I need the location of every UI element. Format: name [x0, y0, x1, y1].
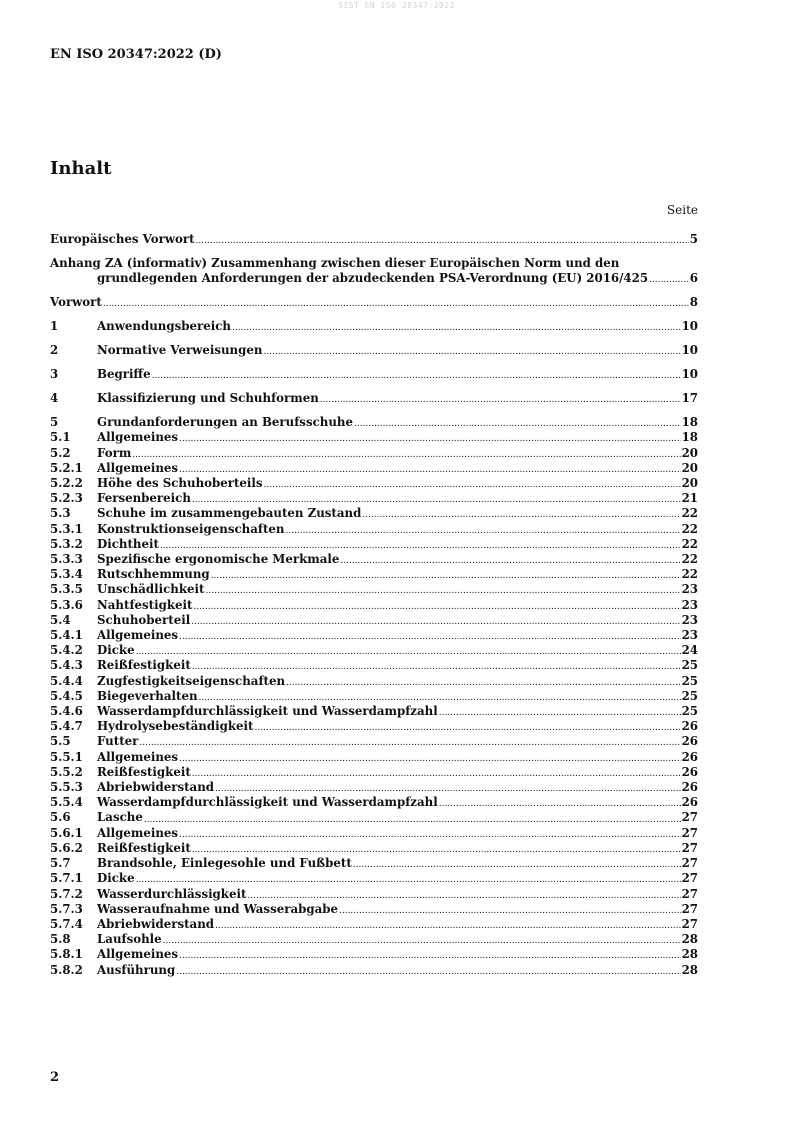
- toc-entry-page: 28: [681, 932, 698, 947]
- toc-entry-page: 22: [681, 567, 698, 582]
- toc-entry-number: 5.4.1: [50, 628, 83, 643]
- toc-entry-foreword[interactable]: [50, 295, 698, 310]
- toc-entry-page: 26: [681, 795, 698, 810]
- toc-entry-page: 25: [681, 688, 698, 703]
- toc-leader-dots: [215, 780, 681, 795]
- toc-entry[interactable]: [50, 780, 698, 795]
- toc-entry-page: 20: [681, 476, 698, 491]
- toc-entry[interactable]: [50, 343, 698, 358]
- toc-entry-page: 26: [681, 780, 698, 795]
- toc-leader-dots: [199, 689, 681, 704]
- toc-entry-title: Allgemeines: [97, 430, 179, 445]
- toc-entry-page: 18: [681, 430, 698, 445]
- toc-entry[interactable]: [50, 613, 698, 628]
- toc-entry-number: 5.4.7: [50, 719, 83, 734]
- toc-entry-title: Zugfestigkeitseigenschaften: [97, 673, 286, 688]
- toc-section-list: [50, 319, 698, 978]
- toc-leader-dots: [193, 598, 680, 613]
- toc-entry-page: 22: [681, 536, 698, 551]
- toc-entry-number: 5.8.2: [50, 962, 83, 977]
- toc-leader-dots: [196, 232, 689, 247]
- toc-entry-title: Schuhoberteil: [97, 612, 191, 627]
- toc-entry-page: 10: [681, 367, 698, 382]
- toc-leader-dots: [285, 522, 680, 537]
- toc-heading: Inhalt: [50, 158, 112, 179]
- toc-entry-title: Wasserdampfdurchlässigkeit und Wasserdampfzahl: [97, 704, 438, 719]
- document-id: EN ISO 20347:2022 (D): [50, 47, 222, 62]
- toc-entry-page: 27: [681, 810, 698, 825]
- toc-entry[interactable]: [50, 963, 698, 978]
- toc-entry-european-foreword[interactable]: [50, 232, 698, 247]
- toc-entry[interactable]: [50, 391, 698, 406]
- toc-entry-page: 5: [689, 232, 698, 246]
- toc-entry-page: 27: [681, 886, 698, 901]
- toc-entry-number: 5.2.3: [50, 491, 83, 506]
- toc-entry-number: 5.7.2: [50, 886, 83, 901]
- toc-entry-page: 6: [689, 271, 698, 286]
- toc-leader-dots: [354, 415, 681, 430]
- toc-entry-title: Allgemeines: [97, 825, 179, 840]
- toc-leader-dots: [362, 506, 680, 521]
- toc-entry[interactable]: [50, 506, 698, 521]
- toc-entry-title: Normative Verweisungen: [97, 343, 263, 358]
- toc-entry-page: 20: [681, 445, 698, 460]
- toc-entry-title: Fersenbereich: [97, 491, 191, 506]
- toc-entry-title: Brandsohle, Einlegesohle und Fußbett: [97, 856, 352, 871]
- toc-entry[interactable]: [50, 704, 698, 719]
- watermark: SIST EN ISO 20347:2022: [338, 1, 455, 10]
- toc-entry-page: 27: [681, 871, 698, 886]
- toc-entry[interactable]: [50, 461, 698, 476]
- toc-entry-number: 5.4.5: [50, 688, 83, 703]
- toc-entry-title: Schuhe im zusammengebauten Zustand: [97, 506, 362, 521]
- toc-entry-page: 8: [689, 295, 698, 310]
- toc-entry-page: 25: [681, 673, 698, 688]
- toc-leader-dots: [215, 917, 681, 932]
- toc-entry-title-continued: grundlegenden Anforderungen der abzudeckenden PSA-Verordnung (EU) 2016/425: [97, 271, 649, 286]
- toc-entry-title: Lasche: [97, 810, 143, 825]
- toc-entry-title: Klassifizierung und Schuhformen: [97, 391, 319, 406]
- toc-entry-title: Wasseraufnahme und Wasserabgabe: [97, 901, 338, 916]
- toc-entry-number: 5.7: [50, 856, 71, 871]
- toc-entry-page: 27: [681, 901, 698, 916]
- toc-leader-dots: [163, 932, 681, 947]
- toc-entry-title: Begriffe: [97, 367, 151, 382]
- toc-entry-page: 28: [681, 947, 698, 962]
- toc-entry[interactable]: [50, 689, 698, 704]
- toc-entry-title: Unschädlichkeit: [97, 582, 205, 597]
- toc-entry-number: 5.5: [50, 734, 71, 749]
- toc-entry-title: Anhang ZA (informativ) Zusammenhang zwischen dieser Europäischen Norm und den: [50, 256, 620, 270]
- toc-leader-dots: [179, 826, 681, 841]
- toc-entry-page: 24: [681, 643, 698, 658]
- toc-entry-title: Laufsohle: [97, 932, 162, 947]
- toc-entry[interactable]: [50, 367, 698, 382]
- toc-entry-number: 5.6.1: [50, 825, 83, 840]
- toc-leader-dots: [139, 734, 680, 749]
- toc-entry-number: 5.5.2: [50, 764, 83, 779]
- toc-leader-dots: [144, 811, 681, 826]
- toc-entry[interactable]: [50, 719, 698, 734]
- toc-leader-dots: [103, 295, 689, 310]
- toc-entry-number: 5: [50, 415, 59, 430]
- toc-entry-number: 5.8.1: [50, 947, 83, 962]
- toc-entry[interactable]: [50, 582, 698, 597]
- toc-entry-number: 5.8: [50, 932, 71, 947]
- toc-leader-dots: [247, 887, 680, 902]
- toc-entry-number: 2: [50, 343, 59, 358]
- toc-entry-title: Reißfestigkeit: [97, 658, 191, 673]
- toc-entry-page: 25: [681, 704, 698, 719]
- toc-entry[interactable]: [50, 871, 698, 886]
- toc-leader-dots: [263, 343, 680, 358]
- toc-leader-dots: [132, 446, 680, 461]
- toc-entry[interactable]: [50, 552, 698, 567]
- toc-entry-page: 23: [681, 612, 698, 627]
- toc-entry[interactable]: [50, 734, 698, 749]
- toc-entry-number: 5.3.4: [50, 567, 83, 582]
- toc-entry-number: 5.3.2: [50, 536, 83, 551]
- toc-entry-title: Abriebwiderstand: [97, 780, 215, 795]
- toc-entry-page: 28: [681, 962, 698, 977]
- toc-leader-dots: [206, 582, 681, 597]
- toc-entry-page: 23: [681, 628, 698, 643]
- toc-entry-page: 27: [681, 840, 698, 855]
- toc-entry-title: Nahtfestigkeit: [97, 597, 193, 612]
- toc-entry-title: Vorwort: [50, 295, 102, 310]
- toc-entry-number: 5.7.1: [50, 871, 83, 886]
- toc-leader-dots: [353, 856, 681, 871]
- toc-entry-number: 5.3.3: [50, 552, 83, 567]
- toc-leader-dots: [192, 841, 681, 856]
- toc-leader-dots: [136, 871, 681, 886]
- toc-entry-page: 10: [681, 319, 698, 334]
- toc-entry-title: Allgemeines: [97, 947, 179, 962]
- page-number: 2: [50, 1070, 60, 1085]
- toc-entry-number: 5.3: [50, 506, 71, 521]
- toc-entry-title: Allgemeines: [97, 460, 179, 475]
- toc-entry-page: 22: [681, 521, 698, 536]
- toc-entry-title: Höhe des Schuhoberteils: [97, 476, 263, 491]
- toc-entry-page: 27: [681, 825, 698, 840]
- toc-entry[interactable]: [50, 658, 698, 673]
- toc-leader-dots: [179, 750, 681, 765]
- toc-entry[interactable]: [50, 902, 698, 917]
- toc-entry-page: 23: [681, 597, 698, 612]
- toc-leader-dots: [649, 271, 689, 286]
- toc-leader-dots: [192, 658, 681, 673]
- toc-leader-dots: [176, 963, 680, 978]
- toc-entry-title: Futter: [97, 734, 139, 749]
- toc-entry-number: 5.1: [50, 430, 71, 445]
- toc-entry-number: 5.7.3: [50, 901, 83, 916]
- toc-entry[interactable]: [50, 810, 698, 825]
- toc-entry-page: 22: [681, 506, 698, 521]
- toc-entry[interactable]: [50, 947, 698, 962]
- toc-entry-number: 5.4.4: [50, 673, 83, 688]
- toc-entry-title: Dicke: [97, 643, 135, 658]
- toc-entry-title: Dichtheit: [97, 536, 159, 551]
- toc-entry-title: Europäisches Vorwort: [50, 232, 195, 246]
- toc-entry-number: 5.2.1: [50, 460, 83, 475]
- table-of-contents: [50, 232, 698, 978]
- toc-entry-page: 26: [681, 749, 698, 764]
- toc-entry[interactable]: [50, 628, 698, 643]
- toc-leader-dots: [211, 567, 681, 582]
- toc-entry[interactable]: [50, 826, 698, 841]
- toc-entry-title: Dicke: [97, 871, 135, 886]
- toc-entry-number: 5.5.3: [50, 780, 83, 795]
- toc-leader-dots: [254, 719, 680, 734]
- toc-leader-dots: [340, 552, 680, 567]
- toc-entry-title: Wasserdurchlässigkeit: [97, 886, 247, 901]
- toc-leader-dots: [192, 491, 681, 506]
- toc-entry[interactable]: [50, 537, 698, 552]
- toc-entry[interactable]: [50, 917, 698, 932]
- toc-entry[interactable]: [50, 491, 698, 506]
- toc-entry-title: Reißfestigkeit: [97, 764, 191, 779]
- toc-entry-number: 1: [50, 319, 59, 334]
- toc-entry-title: Allgemeines: [97, 749, 179, 764]
- toc-entry-number: 5.5.4: [50, 795, 83, 810]
- toc-entry-number: 5.6.2: [50, 840, 83, 855]
- toc-entry[interactable]: [50, 567, 698, 582]
- toc-entry[interactable]: [50, 674, 698, 689]
- toc-entry[interactable]: [50, 765, 698, 780]
- toc-leader-dots: [179, 947, 681, 962]
- toc-entry-title: Form: [97, 445, 132, 460]
- toc-entry-number: 5.3.1: [50, 521, 83, 536]
- page-column-label: Seite: [666, 203, 698, 217]
- toc-entry-page: 23: [681, 582, 698, 597]
- toc-entry-number: 5.4: [50, 612, 71, 627]
- toc-entry-title: Rutschhemmung: [97, 567, 210, 582]
- toc-entry-page: 27: [681, 916, 698, 931]
- toc-entry[interactable]: [50, 522, 698, 537]
- toc-entry-page: 22: [681, 552, 698, 567]
- toc-entry-title: Grundanforderungen an Berufsschuhe: [97, 415, 354, 430]
- toc-leader-dots: [152, 367, 681, 382]
- toc-entry-page: 26: [681, 764, 698, 779]
- toc-entry[interactable]: [50, 430, 698, 445]
- toc-leader-dots: [286, 674, 681, 689]
- toc-entry-number: 5.5.1: [50, 749, 83, 764]
- toc-leader-dots: [232, 319, 681, 334]
- toc-entry-number: 3: [50, 367, 59, 382]
- toc-entry-page: 26: [681, 719, 698, 734]
- toc-leader-dots: [179, 628, 681, 643]
- toc-entry-title: Hydrolysebeständigkeit: [97, 719, 254, 734]
- toc-entry-title: Ausführung: [97, 962, 176, 977]
- toc-entry-number: 5.4.6: [50, 704, 83, 719]
- toc-leader-dots: [439, 795, 681, 810]
- toc-leader-dots: [439, 704, 681, 719]
- toc-leader-dots: [191, 613, 680, 628]
- toc-leader-dots: [264, 476, 681, 491]
- toc-entry-page: 25: [681, 658, 698, 673]
- toc-entry-number: 5.4.3: [50, 658, 83, 673]
- toc-entry[interactable]: [50, 598, 698, 613]
- toc-entry-number: 5.3.5: [50, 582, 83, 597]
- toc-entry-title: Biegeverhalten: [97, 688, 198, 703]
- toc-entry-title: Allgemeines: [97, 628, 179, 643]
- toc-entry-number: 5.6: [50, 810, 71, 825]
- toc-leader-dots: [160, 537, 681, 552]
- toc-entry[interactable]: [50, 446, 698, 461]
- toc-leader-dots: [179, 430, 681, 445]
- toc-entry-title: Reißfestigkeit: [97, 840, 191, 855]
- toc-entry-number: 5.4.2: [50, 643, 83, 658]
- toc-entry[interactable]: [50, 750, 698, 765]
- toc-entry[interactable]: [50, 841, 698, 856]
- toc-entry[interactable]: [50, 643, 698, 658]
- toc-entry-number: 5.3.6: [50, 597, 83, 612]
- toc-entry-number: 5.7.4: [50, 916, 83, 931]
- toc-leader-dots: [192, 765, 681, 780]
- toc-entry-annex-za[interactable]: [50, 256, 698, 286]
- toc-entry[interactable]: [50, 932, 698, 947]
- toc-entry[interactable]: [50, 856, 698, 871]
- toc-entry[interactable]: [50, 795, 698, 810]
- toc-entry-number: 4: [50, 391, 59, 406]
- toc-leader-dots: [136, 643, 681, 658]
- toc-entry-page: 27: [681, 856, 698, 871]
- toc-entry-title: Abriebwiderstand: [97, 916, 215, 931]
- toc-entry-page: 17: [681, 391, 698, 406]
- toc-leader-dots: [339, 902, 681, 917]
- toc-entry[interactable]: [50, 415, 698, 430]
- toc-entry-title: Konstruktionseigenschaften: [97, 521, 285, 536]
- toc-leader-dots: [179, 461, 681, 476]
- toc-leader-dots: [320, 391, 681, 406]
- toc-entry[interactable]: [50, 476, 698, 491]
- toc-entry-page: 20: [681, 460, 698, 475]
- toc-entry-page: 18: [681, 415, 698, 430]
- toc-entry-page: 10: [681, 343, 698, 358]
- toc-entry-page: 26: [681, 734, 698, 749]
- toc-entry[interactable]: [50, 887, 698, 902]
- toc-entry-title: Anwendungsbereich: [97, 319, 231, 334]
- toc-entry-page: 21: [681, 491, 698, 506]
- toc-entry-title: Spezifische ergonomische Merkmale: [97, 552, 340, 567]
- toc-entry-number: 5.2.2: [50, 476, 83, 491]
- toc-entry[interactable]: [50, 319, 698, 334]
- toc-entry-number: 5.2: [50, 445, 71, 460]
- toc-entry-title: Wasserdampfdurchlässigkeit und Wasserdampfzahl: [97, 795, 438, 810]
